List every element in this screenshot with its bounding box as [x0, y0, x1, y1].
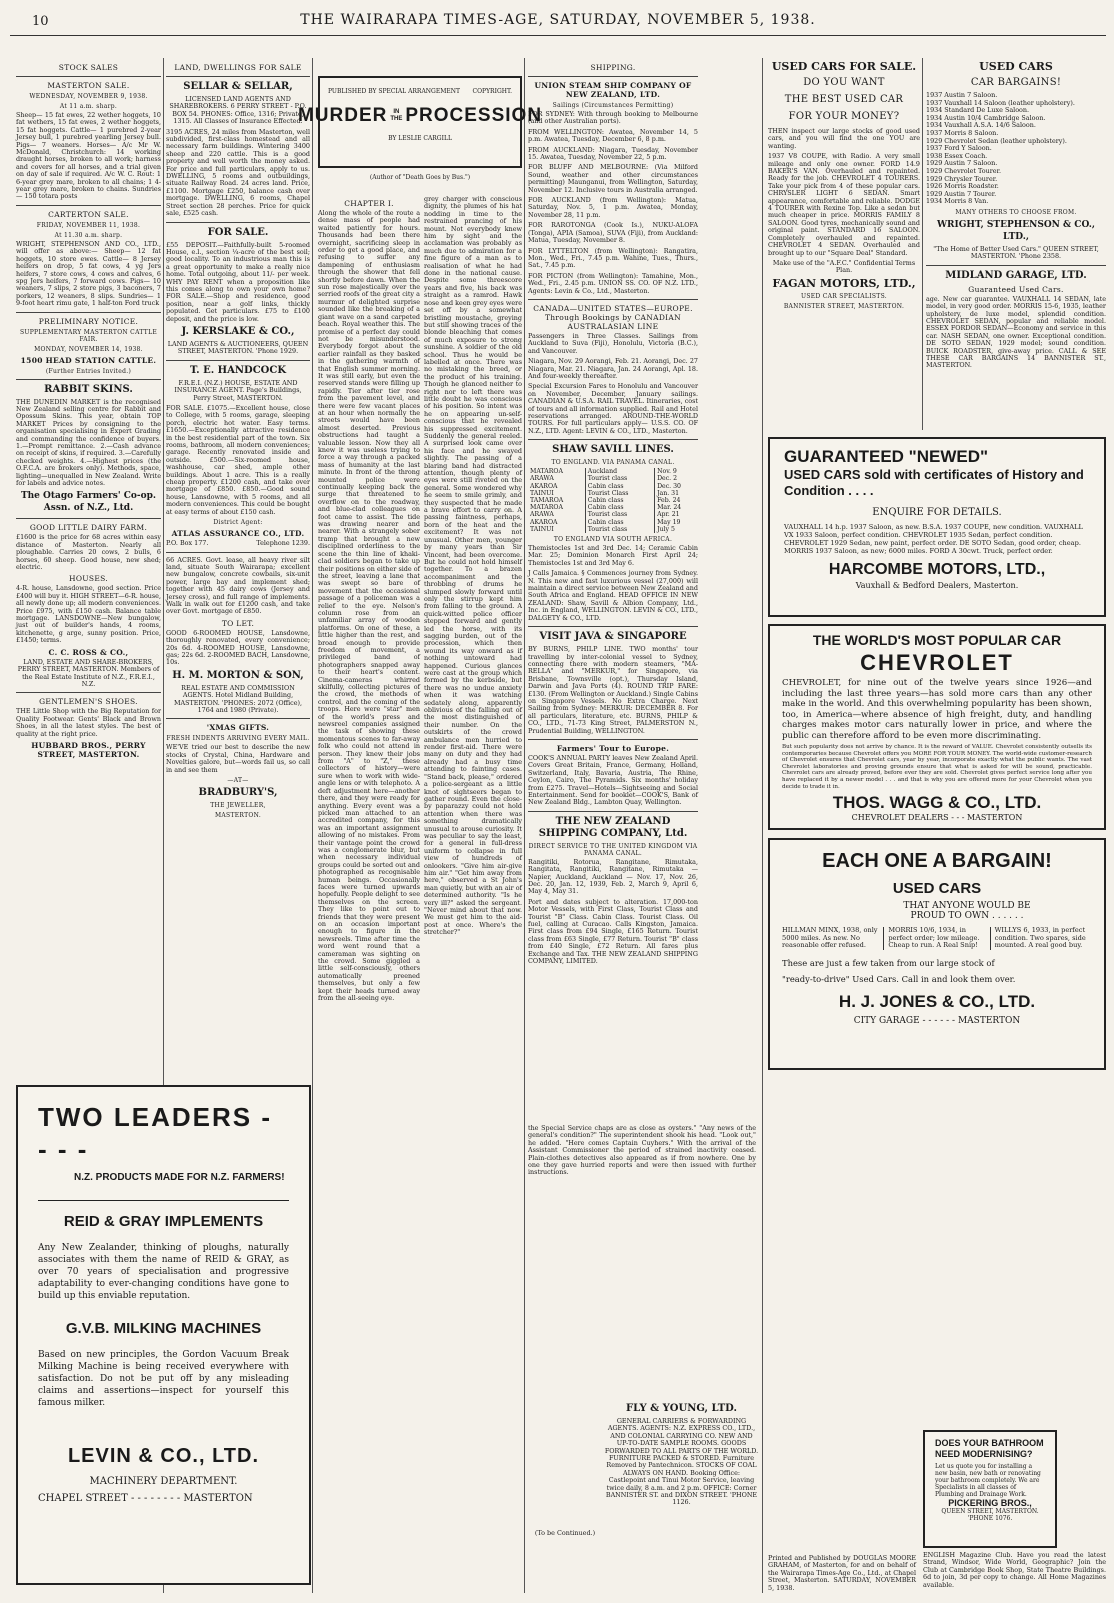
ship-class: Cabin class	[585, 519, 654, 526]
used-car-list-item: 1926 Morris Roadster.	[926, 182, 999, 191]
for-lyttelton: FOR LYTTELTON (from Wellington): Rangatira, Mon., Wed., Fri., 7.45 p.m. Wahine, Tues., Thurs., Sat., 7.45 p.m.	[528, 246, 698, 270]
houses-title: HOUSES.	[69, 574, 108, 584]
harcombe-name: HARCOMBE MOTORS, LTD.,	[828, 561, 1046, 578]
nzsc-rows: Rangitiki, Rotorua, Rangitane, Rimutaka, Rangitata, Rangitiki, Rangitane, Rimutaka — Napier, Auckland, Auckland — Nov. 17, Nov. 26, Dec. 20, Jan. 12, 1939, Feb. 2, March 9, April 6, May 4, May 31.	[528, 857, 698, 896]
farmers-tour-title: Farmers' Tour to Europe.	[556, 743, 670, 753]
ship-name: AKAROA	[530, 482, 558, 490]
gentlemens-shoes-title: GENTLEMEN'S SHOES.	[39, 697, 138, 707]
column-rule	[922, 58, 923, 430]
ship-date: July 5	[655, 526, 698, 533]
shaw-savill-title: SHAW SAVILL LINES.	[552, 444, 674, 456]
serial-column-1	[318, 196, 420, 1591]
sellar-listings: 3195 ACRES, 24 miles from Masterton, well subdivided, first-class homestead and all necessary farm buildings. Wintering 3400 sheep and 220 cattle. This is a good property and well worth the money asked. For price and full particulars, apply to us. DWELLING, 5 rooms and outbuildings, situate Railway Road. 24 acres land. Price, £1100. Mortgage £250, balance cash over mortgage. DWELLING, 6 rooms, Chapel Street section 28 perches. Price for quick sale, £525 cash.	[166, 127, 310, 218]
used-cars-title: USED CARS	[979, 60, 1053, 73]
masterton-sale-title: MASTERTON SALE.	[47, 81, 130, 90]
used-car-list-item: 1934 Vauxhall A.S.A. 14/6 Saloon.	[926, 121, 1036, 130]
divider	[926, 265, 1106, 266]
levin-dept: MACHINERY DEPARTMENT.	[89, 1476, 238, 1487]
handcock-text: F.R.E.I. (N.Z.) HOUSE, ESTATE AND INSURANCE AGENT. Page's Buildings, Perry Street, MASTERTON.	[174, 378, 302, 402]
divider	[16, 205, 161, 206]
many-others: MANY OTHERS TO CHOOSE FROM.	[955, 208, 1077, 216]
chevrolet-text: CHEVROLET, for nine out of the twelve years since 1926—and including the last three years—has sold more cars than any other make in the world. And this overwhelming popularity has been shown, too, in America—where absence of high freight, duty, and handling charges makes motor cars naturally lower in price, and where the public can therefore afford to be even more discriminating.	[782, 678, 1092, 741]
jones-name: H. J. JONES & CO., LTD.	[838, 991, 1036, 1011]
south-africa-title: TO ENGLAND VIA SOUTH AFRICA.	[553, 536, 673, 544]
shaw-savill-row	[528, 475, 698, 482]
masterton-sale-date: WEDNESDAY, NOVEMBER 9, 1938.	[29, 93, 148, 100]
ship-name: TAINUI	[530, 489, 554, 497]
shaw-savill-row	[528, 504, 698, 511]
page-number: 10	[32, 14, 49, 29]
south-africa-note: J Calls Jamaica. § Commences journey from Sydney. N. This new and fast luxurious vessel (27,000) will maintain a direct service between New Zealand and South Africa and England. HEAD OFFICE IN NEW ZEALAND: Shaw, Savill & Albion Company, Ltd., Inc. in England, WELLINGTON. LEVIN & CO., LTD., DALGETY & CO., LTD.	[528, 569, 698, 622]
further-entries-note: (Further Entries Invited.)	[45, 367, 132, 375]
divider	[528, 76, 698, 77]
serial-column-2	[424, 196, 522, 1591]
fagan-question-2: THE BEST USED CAR	[784, 94, 904, 105]
bargain-sub-2: PROUD TO OWN . . . . . .	[910, 911, 1024, 921]
wagg-sub: CHEVROLET DEALERS - - - MASTERTON	[851, 813, 1023, 823]
column-rule	[524, 58, 525, 1593]
serial-title	[297, 105, 543, 127]
divider	[528, 626, 698, 627]
ship-name: TAINUI	[530, 525, 554, 533]
wright-car-list	[926, 92, 1106, 206]
rabbit-skins-title: RABBIT SKINS.	[44, 383, 133, 395]
district-agent-label: District Agent:	[213, 519, 263, 527]
chevrolet-ad	[768, 624, 1106, 830]
bargain-note: These are just a few taken from our large stock of	[782, 957, 995, 968]
levin-name: LEVIN & CO., LTD.	[67, 1445, 260, 1467]
divider	[16, 692, 161, 693]
otago-farmers-name: The Otago Farmers' Co-op. Assn. of N.Z., Ltd.	[20, 491, 157, 514]
to-let-text: GOOD 6-ROOMED HOUSE, Lansdowne, thoroughly renovated, every convenience; 20s 6d. 4-ROOMED HOUSE, Lansdowne, gas; 22s 6d. 2-ROOMED BACH, Lansdowne, 10s.	[166, 628, 310, 667]
divider	[528, 739, 698, 740]
harcombe-enquire: ENQUIRE FOR DETAILS.	[872, 507, 1002, 518]
fly-young-name: FLY & YOUNG, LTD.	[626, 1403, 737, 1414]
levin-address: CHAPEL STREET - - - - - - - - MASTERTON	[38, 1493, 253, 1504]
atlas-assurance: ATLAS ASSURANCE CO., LTD.	[171, 529, 305, 539]
pickering-ad	[923, 1430, 1057, 1548]
carterton-sale-time: At 11.30 a.m. sharp.	[54, 231, 123, 239]
ship-date: Dec. 30	[655, 483, 698, 490]
midland-sub: Guaranteed Used Cars.	[968, 284, 1064, 294]
divider	[166, 718, 310, 719]
bathroom-text: Let us quote you for installing a new basin, new bath or renovating your bathroom completely. We are Specialists in all classes of Plumbing and Drainage Work.	[935, 1463, 1041, 1498]
english-magazine-text: ENGLISH Magazine Club. Have you read the latest Strand, Windsor, Wide World, Geographic? Join the Club at Cambridge Book Shop, State Theatre Buildings. 6d to join, 3d per copy to change. All Home Magazines available.	[923, 1551, 1106, 1589]
two-leaders-ad	[16, 1085, 311, 1585]
canada-dates: Niagara, Nov. 29 Aorangi, Feb. 21. Aorangi, Dec. 27 Niagara, Mar. 21. Niagara, Jan. 24 Aorangi, Apl. 18. And four-weekly thereafter.	[528, 357, 698, 380]
ship-date: Apr. 21	[655, 511, 698, 518]
sellar-name: SELLAR & SELLAR,	[183, 81, 293, 92]
column-stock-sales	[16, 60, 161, 1080]
java-title: VISIT JAVA & SINGAPORE	[539, 631, 687, 643]
masthead	[10, 6, 1106, 36]
shaw-savill-row	[528, 519, 698, 526]
kerslake-name: J. KERSLAKE & CO.,	[181, 325, 295, 337]
carterton-sale-items: WRIGHT, STEPHENSON AND CO., LTD., will offer as above:— Sheep— 12 fat hoggets, 10 store ewes. Cattle— 8 Jersey heifers on drop, 5 fat cows, 4 yg Jers heifers, 7 store cows, 4 cows and calves, 6 spg Jers heifers, 7 forward cows. Pigs— 10 weaners, 7 slips, 2 store pigs, 3 baconers, 7 porkers, 12 weaners, 8 slips. Sundries— 1 9-foot heart rimu gate, 1 half-ton Ford truck	[16, 239, 161, 308]
used-car-list-item: 1934 Austin 10/4 Cambridge Saloon.	[926, 113, 1046, 122]
fagan-question-3: FOR YOUR MONEY?	[788, 111, 900, 122]
divider	[528, 299, 698, 300]
used-car-list-item: 1934 Standard De Luxe Saloon.	[926, 106, 1030, 115]
fagan-intro: THEN inspect our large stocks of good used cars, and you will find the one YOU are wanting.	[768, 127, 920, 150]
nzsc-note: Port and dates subject to alteration. 17,000-ton Motor Vessels, with First Class, Tourist Class and Tourist "B" Class. Cabin Class. Tourist Class. Oil fuel, calling at Curacao. Calls Kingston, Jamaica. First class from £94 Single, £165 Return. Tourist class from £63 Single, £77 Return. Tourist "B" class from £40 Single, £72 Return. All fares plus Exchange and Tax. THE NEW ZEALAND SHIPPING COMPANY, LIMITED.	[528, 897, 698, 966]
rabbit-skins-text: THE DUNEDIN MARKET is the recognised New Zealand selling centre for Rabbit and Opossum Skins. This year, obtain TOP MARKET Prices by consigning to the organisation specialising in Expert Grading and commanding the confidence of buyers. 1.—Prompt remittance. 2.—Cash advance on receipt of skins, if required. 3.—Carefully checked weights. 4.—Highest prices (the O.F.C.A. are brokers only). Methods, space, lighting—unequalled in New Zealand. Write for labels and advice notes.	[16, 397, 161, 487]
masterton-sale-time: At 11 a.m. sharp.	[59, 103, 118, 110]
used-car-list-item: 1929 Chevrolet Sedan (leather upholstery).	[926, 136, 1067, 145]
bargain-morris: MORRIS 10/6, 1934, in perfect order; low mileage. Cheap to run. A Real Snip!	[884, 927, 990, 950]
atlas-contact	[166, 540, 310, 547]
supplementary-fair-title: SUPPLEMENTARY MASTERTON CATTLE FAIR.	[19, 328, 158, 343]
canada-sub: Passengers in Three Classes. Sailings from Auckland to Suva (Fiji), Honolulu, Victoria (B.C.), and Vancouver.	[528, 331, 698, 355]
used-car-list-item: 1937 Austin 7 Saloon.	[926, 91, 998, 99]
two-leaders-title: TWO LEADERS - - - -	[38, 1102, 272, 1164]
divider	[166, 76, 310, 77]
fly-young-text: GENERAL CARRIERS & FORWARDING AGENTS. AGENTS: N.Z. EXPRESS CO., LTD., AND COLONIAL CARRYING CO. NEW AND UP-TO-DATE SAMPLE ROOMS. GOODS FORWARDED TO ALL PARTS OF THE WORLD. FURNITURE PACKED & STORED. Furniture Removed by Pantechnicon. STOCKS OF COAL ALWAYS ON HAND. Booking Office: Castlepoint and Tinui Motor Service, leaving twice daily, 8 a.m. and 2 p.m. OFFICE: Corner BANNISTER ST. and DIXON STREET. 'PHONE 1126.	[604, 1417, 759, 1507]
used-car-list-item: 1937 Morris 8 Saloon.	[926, 128, 999, 137]
divider	[16, 312, 161, 313]
column-shipping	[528, 60, 698, 1120]
divider	[16, 76, 161, 77]
shaw-savill-row	[528, 511, 698, 518]
farmers-tour-text: COOK'S ANNUAL PARTY leaves New Zealand April. Covers Great Britain, France, Germany, Holland, Switzerland, Italy, Bavaria, Austria, The Rhine, Ceylon, Cairo, The Pyramids. Six months' holiday from £275. Travel—Hotels—Sightseeing and Social Entertainment. Send for booklet—COOK'S, Bank of New Zealand Bldg., Lambton Quay, Wellington.	[528, 753, 698, 807]
car-bargains-sub: CAR BARGAINS!	[970, 77, 1062, 88]
ship-class: Tourist class	[585, 526, 654, 533]
from-auckland: FROM AUCKLAND: Niagara, Tuesday, November 15. Awatea, Tuesday, November 22, 5 p.m.	[528, 145, 698, 162]
harcombe-title-1: GUARANTEED "NEWED"	[784, 447, 989, 466]
wagg-name: THOS. WAGG & CO., LTD.	[832, 793, 1042, 813]
used-car-list-item: 1929 Austin 7 Saloon.	[926, 159, 998, 168]
copyright-label: COPYRIGHT.	[472, 88, 512, 95]
serial-author-note: (Author of "Death Goes by Bus.")	[369, 174, 471, 181]
for-sale-text: £55 DEPOSIT.—Faithfully-built 5-roomed House, e.l., section ¼-acre of the best soil; good locality. To an industrious man this is a great opportunity to make a really nice home. Total outgoing, about 11/- per week. WHY PAY RENT when a proposition like this comes along to own your own home? FOR SALE.—Shop and residence, good position, near a golf links, thickly populated. Get particulars. £75 to £100 deposit, and the price is low.	[166, 240, 310, 323]
chevrolet-small-text: But such popularity does not arrive by chance. It is the reward of VALUE. Chevrolet consistently outsells its contemporaries because Chevrolet offers you MORE FOR YOUR MONEY. The world-wide customer-research of Chevrolet ensures that Chevrolet cars, year by year, incorporate exactly what the public wants. The vast Chevrolet laboratories and proving grounds ensure that what is asked for will be sound, practicable. Chevrolet cars are already proved, before ever they are sold. Chevrolet gives perfect service long after you have replaced it by a newer model . . . and that is why you are offered more for your Chevrolet when you decide to trade it in.	[782, 744, 1092, 790]
ship-date: Dec. 2	[655, 475, 698, 482]
dairy-farm-text: £1600 is the price for 68 acres within easy distance of Masterton. Nearly all ploughable. Carries 20 cows, 2 bulls, 6 horses, 60 sheep. Good house, new shed; electric.	[16, 533, 161, 572]
bathroom-question: DOES YOUR BATHROOM NEED MODERNISING?	[935, 1438, 1044, 1459]
used-car-list-item: 1934 Morris 8 Van.	[926, 197, 989, 206]
gentlemens-shoes-text: THE Little Shop with the Big Reputation for Quality Footwear. Gents' Black and Brown Shoes, in all the latest styles. The best of quality at the right price.	[16, 707, 161, 738]
ship-name: MATAROA	[530, 504, 563, 512]
houses-text: 4-R. house, Lansdowne, good section. Price £400 will buy it. HIGH STREET—6-R. house, all newly done up; all modern conveniences. Price £975, with £150 cash. Balance table mortgage. LANSDOWNE—New bungalow, just out of builder's hands, 4 rooms, kitchenette, g arge, sunny position. Price, £1450; terms.	[16, 584, 161, 645]
newspaper-title: THE WAIRARAPA TIMES-AGE, SATURDAY, NOVEMBER 5, 1938.	[300, 12, 816, 28]
bargain-willys: WILLYS 6, 1933, in perfect condition. Two spares, side mounted. A real good buy.	[994, 926, 1086, 950]
bargain-note-2: "ready-to-drive" Used Cars. Call in and look them over.	[782, 973, 1016, 984]
bargain-hillman: HILLMAN MINX, 1938, only 5000 miles. As new. No reasonable offer refused.	[782, 927, 884, 950]
canada-note: Special Excursion Fares to Honolulu and Vancouver on November, December, January sailings. CANADIAN & U.S.A. RAIL TRAVEL. Itineraries, cost of tours and all information supplied. Rail and Hotel reservations arranged. AROUND-THE-WORLD TOURS. For full particulars apply— U.S.S. CO. OF N.Z., LTD. Agent: LEVIN & CO., LTD., Masterton.	[528, 382, 698, 435]
xmas-gifts-sub: FRESH INDENTS ARRIVING EVERY MAIL.	[166, 735, 310, 743]
ship-name: ARAWA	[530, 475, 554, 483]
english-magazine-ad	[923, 1552, 1106, 1596]
handcock-listings: FOR SALE. £1075.—Excellent house, close to College, with 5 rooms, garage, sleeping porch, electric hot water. Easy terms. £1650.—Exceptionally attractive residence in the best residential part of the town. Six rooms, bathroom, all modern conveniences; garage. Recently renovated inside and outside. £500.—Six-roomed house, washhouse, car shed, ample other buildings. About 1 acre. This is a really cheap property. £1200 cash, and take over mortgage of £850. £850.—Good sound house, Lansdowne, with 5 rooms, and all modern conveniences. This could be bought at easy terms of about £150 cash.	[166, 404, 310, 516]
xmas-gifts-title: 'XMAS GIFTS.	[206, 723, 270, 733]
nzsc-sub: DIRECT SERVICE TO THE UNITED KINGDOM VIA PANAMA CANAL.	[528, 842, 698, 857]
divider	[16, 518, 161, 519]
at-label: —AT—	[227, 777, 249, 785]
for-auckland: FOR AUCKLAND (from Wellington): Matua, Saturday, Nov. 5, 1 p.m. Awatea, Monday, November 28, 11 p.m.	[528, 196, 698, 219]
shaw-savill-table	[528, 468, 698, 533]
bluff-melbourne: FOR BLUFF AND MELBOURNE: (Via Milford Sound, weather and other circumstances permitting) Maunganui, from Wellington, Saturday, November 12. Inclusive tours in Australia arranged.	[528, 163, 698, 194]
jeweller-label: THE JEWELLER,	[210, 802, 266, 810]
ship-class: Tourist class	[585, 511, 654, 518]
divider	[166, 222, 310, 223]
two-leaders-sub: N.Z. PRODUCTS MADE FOR N.Z. FARMERS!	[74, 1172, 285, 1183]
land-dwellings-header: LAND, DWELLINGS FOR SALE	[174, 63, 302, 72]
serial-title-in: IN	[393, 109, 400, 115]
fagan-car-list: 1937 V8 COUPE, with Radio. A very small mileage and only one owner. FORD 14.9 BAKER'S VAN. Overhauled and repainted. Ready for the job. CHEVROLET 4 TOURERS. Take your pick from 4 of these popular cars. CHRYSLER LIGHT 6 SEDAN. Smart appearance, comfortable and reliable. DODGE 4 TOURER with Rexine Top. Like a sedan but much cheaper in price. MORRIS FAMILY 8 SALOON. Good tyres, mechanically sound and original paint. STANDARD 16 SALOON. Completely overhauled and repainted. CHEVROLET 4 SEDAN. Overhauled and brought up to our "Square Deal" Standard.	[768, 152, 920, 257]
serial-end-text: the Special Service chaps are as close as oysters." "Any news of the general's condition?" The superintendent shook his head. "Look out," he added. "Here comes Captain Cuyhers." With the arrival of the Assistant Commissioner the period of strained inactivity ceased. Plain-clothes detectives also appeared as if from nowhere. One by one they gave hurried reports and were then issued with further instructions.	[528, 1124, 756, 1177]
ship-name: ARAWA	[530, 511, 554, 519]
to-let-title: TO LET.	[221, 618, 255, 628]
published-by-label: PUBLISHED BY SPECIAL ARRANGEMENT	[328, 88, 460, 95]
bargain-cars	[782, 927, 1092, 950]
fagan-name: FAGAN MOTORS, LTD.,	[772, 276, 916, 290]
gvb-text: Based on new principles, the Gordon Vacuum Break Milking Machine is being received everywhere with satisfaction. Do not be put off by any misleading claims and assertions—inspect for yourself this famous milker.	[38, 1350, 289, 1408]
shaw-savill-sub: TO ENGLAND. VIA PANAMA CANAL.	[551, 459, 675, 467]
midland-list: age. New car guarantee. VAUXHALL 14 SEDAN, late model, in very good order. MORRIS 15-6, 1935, leather upholstery, de luxe model, splendid condition. CHEVROLET SEDAN, popular and reliable model. ESSEX FORDOR SEDAN—Economy and service in this car. NASH SEDAN, one owner. Exceptional condition. DE SOTO SEDAN, 1929 model; sound condition. BUICK ROADSTER, give-away price. CALL & SEE THESE CAR BARGAINS 14 BANNISTER ST., MASTERTON.	[926, 294, 1106, 370]
column-land-dwellings	[166, 60, 310, 1080]
used-car-list-item: 1938 Essex Coach.	[926, 151, 988, 160]
serial-banner-top	[320, 78, 520, 95]
bradbury-name: BRADBURY'S,	[198, 787, 278, 799]
fagan-question-1: DO YOU WANT	[803, 77, 885, 88]
acres-listing: 66 ACRES. Govt. lease, all heavy river silt land, situate South Wairarapa; excellent new bungalow, concrete cowbails, six-unit power, large bay and implement shed; together with 45 dairy cows (Jersey and Jersey cross), and full range of implements. Walk in walk out for £1200 cash, and take over Govt. mortgage of £850.	[166, 555, 310, 616]
serial-title-procession: PROCESSION	[405, 105, 543, 126]
divider	[528, 811, 698, 812]
canada-title: CANADA—UNITED STATES—EUROPE. Through Bookings by CANADIAN AUSTRALASIAN LINE	[533, 303, 693, 331]
midland-name: MIDLAND GARAGE, LTD.	[945, 269, 1087, 281]
supplementary-fair-date: MONDAY, NOVEMBER 14, 1938.	[34, 345, 143, 353]
column-rule	[762, 58, 763, 1593]
masterton-sale-items: Sheep— 15 fat ewes, 22 wether hoggets, 10 fat wethers, 15 fat ewes, 2 wether hoggets, 15 fat hoggets. Cattle— 1 purebred 2-year Jersey bull, 1 purebred yearling Jersey bull. Pigs— 7 weaners. Horses— A/c Mr W. McDonald, Christchurch: 14 working draught horses, broken to all work; harness and covers for all horses, and a trial given on day of sale if required. A/c W. C. Rout: 1 6-year grey mare, broken to all chains; 1 4-year grey mare, broken to chains. Sundries— 150 totara posts	[16, 111, 161, 201]
for-picton: FOR PICTON (from Wellington): Tamahine, Mon., Wed., Fri., 2.45 p.m. UNION SS. CO. OF N.Z. LTD., Agents: Levin & Co., Ltd., Masterton.	[528, 271, 698, 295]
from-wellington: FROM WELLINGTON: Awatea, November 14, 5 p.m. Awatea, Tuesday, December 6, 8 p.m.	[528, 127, 698, 144]
station-cattle-headline: 1500 HEAD STATION CATTLE.	[20, 355, 157, 365]
dairy-farm-title: GOOD LITTLE DAIRY FARM.	[29, 523, 148, 533]
shipping-header: SHIPPING.	[590, 63, 636, 72]
xmas-gifts-text: WE'VE tried our best to describe the new stocks of Crystal, China, Hardware and Novelties galore, but—words fail us, so call in and see them	[166, 743, 310, 774]
carterton-sale-date: FRIDAY, NOVEMBER 11, 1938.	[36, 221, 141, 229]
serial-continuation	[528, 1125, 756, 1445]
java-text: BY BURNS, PHILP LINE. TWO months' tour travelling by inter-colonial vessel to Sydney, connecting there with modern steamers, "MA-RELLA" and "MERKUR," for Singapore, via Brisbane, Townsville (opt.), Thursday Island, Darwin and Java Ports (4). ROUND TRIP FARE: £130. (From Wellington or Auckland.) Single Cabins on Singapore Vessels. No Extra Charge. Next Sailing from Sydney: MERKUR: DECEMBER 8. For all particulars, literature, etc. BURNS, PHILP & CO., LTD., 71-73 King Street, PALMERSTON N., Prudential Building, WELLINGTON.	[528, 645, 698, 735]
sydney-service: FOR SYDNEY: With through booking to Melbourne (and other Australian ports).	[528, 110, 698, 126]
jones-bargain-ad	[768, 838, 1106, 1070]
bradbury-town: MASTERTON.	[214, 812, 262, 820]
bargain-title: EACH ONE A BARGAIN!	[822, 850, 1052, 872]
column-rule	[312, 58, 313, 1593]
divider	[166, 552, 310, 553]
wright-sub: "The Home of Better Used Cars." QUEEN STREET, MASTERTON. 'Phone 2358.	[933, 244, 1099, 261]
serial-text-part-2: grey charger with conscious dignity, the plumes of his hat nodding in time to the restrained prancing of his mount. Not everybody knew him by sight and the acclamation was probably as much due to admiration for a fine figure of a man as to realisation of what he had done in the national cause. Despite some threescore years and five, his back was straight as a ramrod. Hawk nose and keen grey eyes were set off by a somewhat bristling moustache, greying but still showing traces of the blonde bleaching that comes of much exposure to strong sunshine. A soldier of the old school. Thus he would be labelled at once. There was no mistaking the breed, or the product of his training. Though he glanced neither to right nor to left there was little doubt he was conscious of his position. So intent was he on appearing un-self-conscious that he revealed his suppressed excitement. Suddenly the general reeled. A surprised look came over his face and he swayed slightly. The passing of a blaring band had distracted attention, though plenty of eyes were still riveted on the general. Some wondered why he seem to smile grimly, and they suspected that he made a brave effort to carry on. A passing faintness, perhaps, born of the heat and the excitement? It was not unusual. Other men, younger by many years than Sir Vincent, had been overcome. But he could not hold himself together. To a brazen accompaniment and the throbbing of drums he slumped slowly forward until only the stirrup kept him from falling to the ground. A quick-witted police officer stepped forward and gently led the horse, with its sagging burden, out of the procession, which then wound its way onward as if nothing untoward had happened. Curious glances were cast at the group which formed by the kerbside, but there was no undue anxiety when it was watching sedately along, apparently oblivious of the falling out of the most distinguished of their number. On the outskirts of the crowd ambulance men hurried to render first-aid. There were many on duty and they had already had a busy time attending to fainting cases. "Stand back, please," ordered a police-sergeant as a little knot of sightseers began to gather round. Even the close-by paparazzy could not hold attention when there was something dramatically unusual to arouse curiosity. It was peculiar to say the least, for a general in full-dress uniform to collapse in full view of hundreds of onlookers. "Give him air-give him air." "Get him away from here," observed a St John's man quietly, but with an air of determined authority. "Is he very ill?" asked the sergeant. "Never mind about that now. We must get him to the aid-post at once. Where's the stretcher?"	[424, 195, 522, 937]
imprint-text: Printed and Published by DOUGLAS MOORE GRAHAM, of Masterton, for and on behalf of the Wairarapa Times-Age Co., Ltd., at Chapel Street, Masterton. SATURDAY, NOVEMBER 5, 1938.	[768, 1554, 916, 1592]
union-title: UNION STEAM SHIP COMPANY OF NEW ZEALAND, LTD.	[534, 81, 692, 99]
fagan-address: BANNISTER STREET, MASTERTON.	[783, 302, 905, 310]
atlas-po-box: P.O. Box 177.	[166, 539, 209, 548]
to-be-continued: (To be Continued.)	[534, 1529, 596, 1537]
ship-date: Nov. 9	[655, 468, 698, 475]
ship-name: MATAROA	[530, 468, 563, 476]
serial-banner	[297, 76, 543, 168]
used-car-list-item: 1929 Chrysler Tourer.	[926, 174, 998, 183]
chevrolet-headline: THE WORLD'S MOST POPULAR CAR	[812, 632, 1062, 648]
atlas-telephone: Telephone 1239.	[256, 539, 310, 548]
serial-title-connector	[390, 109, 402, 123]
serial-author: BY LESLIE CARGILL	[388, 135, 452, 142]
pickering-address: QUEEN STREET, MASTERTON. 'PHONE 1076.	[941, 1508, 1039, 1522]
ship-date: Jan. 31	[655, 490, 698, 497]
chapter-heading: CHAPTER I.	[344, 199, 394, 208]
used-cars-for-sale-title: USED CARS FOR SALE.	[771, 60, 917, 73]
shaw-savill-row	[528, 526, 698, 533]
morton-text: REAL ESTATE AND COMMISSION AGENTS. Hotel Midland Building, MASTERTON. 'PHONES: 2072 (Office), 1764 and 1980 (Private).	[173, 683, 303, 714]
south-africa-rows: Themistocles 1st and 3rd Dec. 14; Ceramic Cabin Mar. 25; Dominion Monarch First April 24; Themistocles 1st and 3rd May 6.	[528, 544, 698, 567]
bargain-used-cars: USED CARS	[892, 880, 982, 897]
imprint	[768, 1555, 916, 1595]
shaw-savill-row	[528, 468, 698, 475]
harcombe-ad	[768, 437, 1106, 617]
ship-name: TAMAROA	[530, 497, 564, 505]
ship-name: AKAROA	[530, 518, 558, 526]
carterton-sale-title: CARTERTON SALE.	[48, 209, 129, 219]
harcombe-title-2: USED CARS sold with certificates of History and Condition . . . .	[784, 467, 1084, 498]
ship-class: Cabin class	[585, 483, 654, 490]
reid-gray-text: Any New Zealander, thinking of ploughs, naturally associates with them the name of REID & GRAY, as over 70 years of specialisation and progressive adaptability to ever-changing conditions have gone to build up this enviable reputation.	[38, 1243, 289, 1301]
union-sub: Sailings (Circumstances Permitting)	[552, 102, 674, 109]
wright-used-cars-ad	[926, 58, 1106, 430]
used-car-list-item: 1937 Vauxhall 14 Saloon (leather upholstery).	[926, 98, 1075, 107]
used-car-list-item: 1937 Ford Y Saloon.	[926, 144, 992, 153]
used-car-list-item: 1929 Chevrolet Tourer.	[926, 166, 1001, 175]
harcombe-sub: Vauxhall & Bedford Dealers, Masterton.	[855, 581, 1019, 590]
wright-name: WRIGHT, STEPHENSON & CO., LTD.,	[936, 219, 1096, 242]
sellar-text: LICENSED LAND AGENTS AND SHAREBROKERS. 6 PERRY STREET - P.O. BOX 54. PHONES: Office, 1316; Private, 1315. All Classes of Insurance Effected.	[169, 95, 307, 126]
ship-class: Auckland	[585, 468, 654, 475]
ship-date: May 19	[655, 519, 698, 526]
nzsc-title: THE NEW ZEALAND SHIPPING COMPANY, Ltd.	[538, 815, 688, 839]
city-garage: CITY GARAGE - - - - - - MASTERTON	[853, 1015, 1021, 1026]
handcock-name: T. E. HANDCOCK	[189, 364, 287, 376]
afc-terms: Make use of the "A.F.C." Confidential Terms Plan.	[772, 258, 916, 275]
divider	[38, 1200, 289, 1201]
fagan-sub: USED CAR SPECIALISTS.	[800, 292, 887, 300]
serial-continued-note	[528, 1530, 602, 1590]
chevrolet-brand: CHEVROLET	[860, 650, 1014, 675]
ship-class: Tourist Class	[585, 490, 654, 497]
shaw-savill-row	[528, 490, 698, 497]
ship-date: Mar. 24	[655, 504, 698, 511]
shaw-savill-row	[528, 497, 698, 504]
used-car-list-item: 1929 Austin 7 Tourer.	[926, 189, 997, 198]
ship-class: Cabin class	[585, 504, 654, 511]
serial-title-murder: MURDER	[297, 105, 388, 126]
bargain-sub-1: THAT ANYONE WOULD BE	[903, 901, 1031, 911]
ross-name: C. C. ROSS & CO.,	[48, 647, 129, 657]
ship-class: Tourist class	[585, 475, 654, 482]
stock-sales-header: STOCK SALES	[58, 63, 119, 72]
fly-young-ad	[604, 1400, 759, 1590]
gvb-title: G.V.B. MILKING MACHINES	[65, 1320, 262, 1337]
ship-class: Cabin class	[585, 497, 654, 504]
hubbard-bros: HUBBARD BROS., PERRY STREET, MASTERTON.	[31, 740, 146, 759]
kerslake-text: LAND AGENTS & AUCTIONEERS, QUEEN STREET, MASTERTON. 'Phone 1929.	[167, 339, 309, 356]
pickering-name: PICKERING BROS.,	[948, 1498, 1032, 1508]
morton-name: H. M. MORTON & SON,	[172, 669, 304, 681]
divider	[166, 360, 310, 361]
serial-title-the: THE	[390, 116, 403, 122]
reid-gray-title: REID & GRAY IMPLEMENTS	[63, 1213, 264, 1230]
ross-text: LAND, ESTATE AND SHARE-BROKERS, PERRY STREET, MASTERTON. Members of the Real Estate Institute of N.Z., F.R.E.I., N.Z.	[17, 657, 160, 688]
fagan-used-cars-ad	[768, 58, 920, 430]
divider	[16, 379, 161, 380]
divider	[528, 439, 698, 440]
ship-date: Feb. 24	[655, 497, 698, 504]
preliminary-notice: PRELIMINARY NOTICE.	[38, 316, 139, 326]
serial-text-part-1: Along the whole of the route a dense mass of people had waited patiently for hours. Thousands had been there overnight, sacrificing sleep in order to get a good place, and refusing to suffer any dampening of enthusiasm through the shower that fell shortly before dawn. When the sun rose majestically over the serried roofs of the great city a murmur of delighted surprise sounded like the breaking of a giant wave on a sand carpeted beach. Royal weather this. The promise of a perfect day could not be misunderstood. Everybody forgot about the earlier rainfall as they basked in the gathering warmth of that English summer morning. It was still early, but even the reserved stands were filling up rapidly. Tier after tier rose from the pavement level, and there were few vacant places at an hour when normally the streets would have been almost deserted. Previous obstructions had taught a valuable lesson. Now they all knew it was useless trying to force a way through a packed mass of humanity at the last minute. In front of the throng mounted police were continually keeping back the surge that threatened to overflow on to the roadway, and blue-clad colleagues on foot came to assist. The tide was drawing nearer and nearer. With a strangely sober tramp that brought a new disciplined orderliness to the scene the thin line of khaki-clad soldiers began to take up their positions on either side of the street, leaving a lane that was swept so bare of movement that the occasional passage of a policeman was a relief to the eye. Nelson's column rose from an unfamiliar array of wooden platforms. On one of these, a little higher than the rest, and broad enough to provide freedom of movement, a privileged band of photographers snapped away to their heart's content. Cinema-cameras whirred skilfully, collecting pictures of the crowd, the methods of control, and the coming of the troops. Here were "star" men of the world's press and newsreel companies assigned the task of showing these momentous scenes to far-away folk who could not attend in person. They knew their jobs from "A" to "Z," these collectors of history—were sure when to work with wide-angle lens or with telephoto. A deft adjustment here—another there, and they were ready for anything. Every event was a picked man attached to an accredited company, for this was an important assignment allowing of no mistakes. From their vantage point the crowd was a conglomerate blur, but when necessary individual groups could be sorted out and photographed as recognisable human beings. Occasionally faces were turned upwards hopefully. People delight to see themselves on the screen. They like to point out to friends that they were present on an occasion important enough to figure in the newsreels. Time after time the word went round that a cameraman was sighting on the crowd. Some giggled a little self-consciously, others automatically preened themselves, but only a few kept their heads turned away from the all-seeing eye.	[318, 209, 420, 1003]
for-sale-title: FOR SALE.	[207, 226, 269, 238]
harcombe-list: VAUXHALL 14 h.p. 1937 Saloon, as new. B.S.A. 1937 COUPE, new condition. VAUXHALL VX 1933 Saloon, perfect condition. CHEVROLET 1935 Sedan, perfect condition. CHEVROLET 1929 Sedan, new paint, perfect order. DE SOTO Sedan, good order, cheap. MORRIS 1937 Saloon, as new; 6000 miles. FORD A 30cwt. Truck, perfect order.	[784, 523, 1083, 555]
for-rarotonga: FOR RAROTONGA (Cook Is.), NUKU-ALOFA (Tonga), APIA (Samoa), SUVA (Fiji), from Auckland: Matua, Tuesday, November 8.	[528, 221, 698, 245]
shaw-savill-row	[528, 483, 698, 490]
